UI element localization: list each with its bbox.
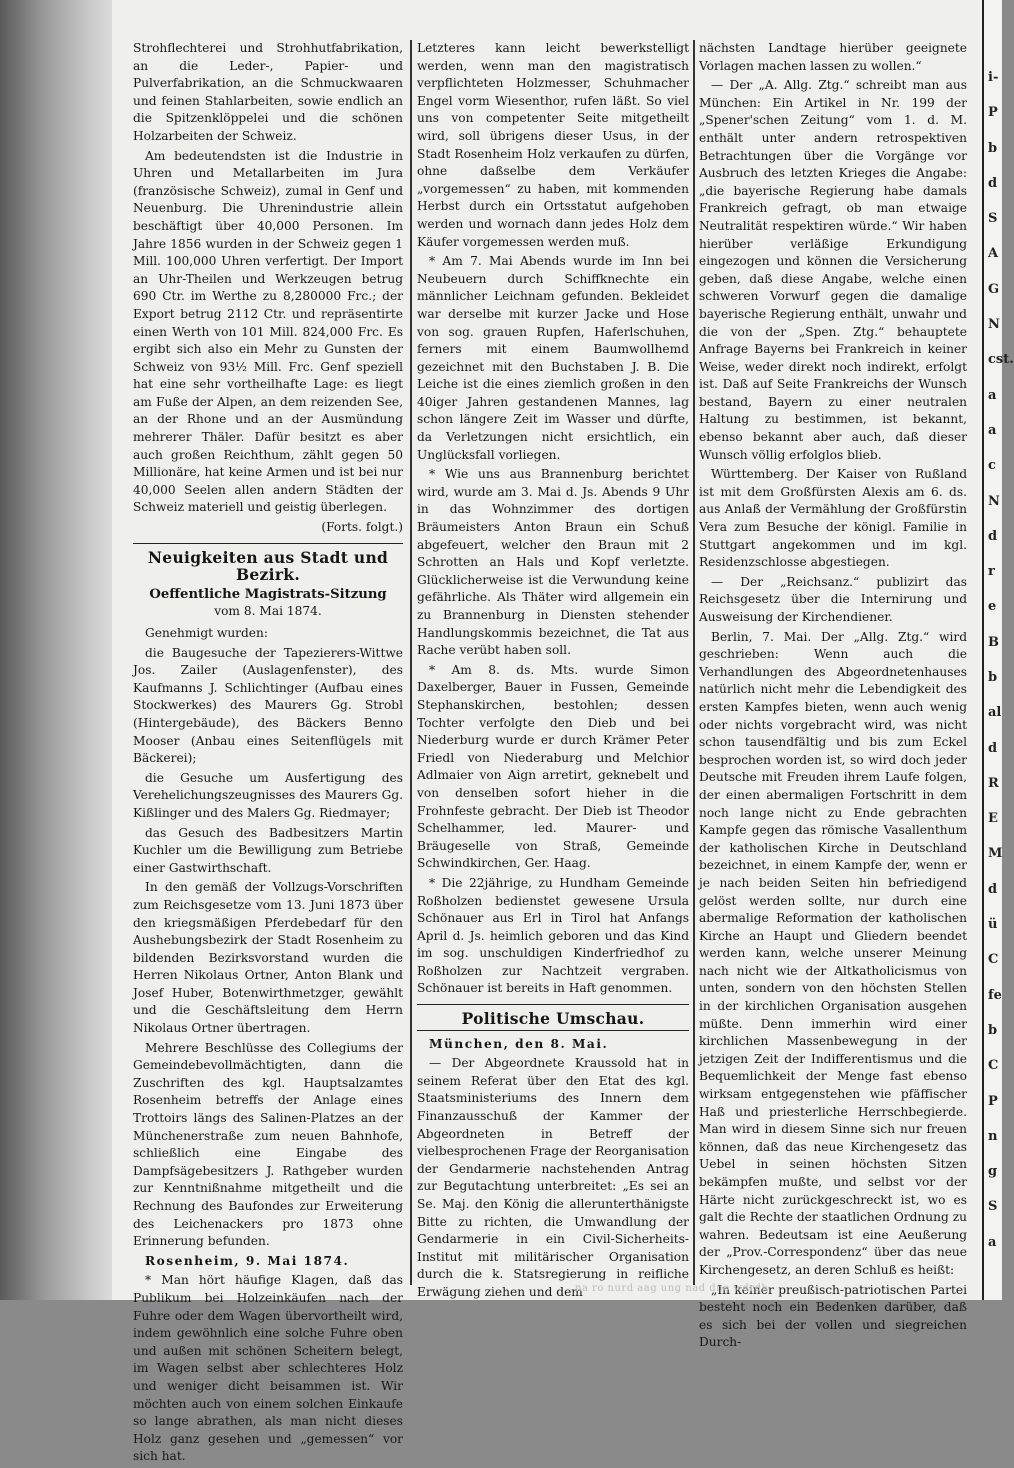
edge-glyph: C <box>988 1058 999 1074</box>
edge-glyph: S <box>988 211 998 227</box>
section-title-local-news: Neuigkeiten aus Stadt und Bezirk. <box>147 547 389 585</box>
article-paragraph: — Der „A. Allg. Ztg.“ schreibt man aus München: Ein Artikel in Nr. 199 der „Spener'schen Zeitung“ vom 1. d. M. enthält unter andern retrospektiven Betrachtungen über die Vorgänge vor Ausbruch des letzten Krieges die Angabe: „die bayerische Regierung habe damals Frankreich gefragt, ob man etwaige Neutralität respektiren würde.“ Wir haben hierüber verläßige Erkundigung eingezogen und können die Versicherung geben, daß diese Angabe, welche einen schweren Vorwurf gegen die damalige bayerische Regierung enthält, unwahr und die von der „Spen. Ztg.“ behauptete Anfrage Bayerns bei Frankreich in keiner Weise, weder direkt noch indirekt, erfolgt ist. Daß auf Seite Frankreichs der Wunsch bestand, Bayern zu einer neutralen Haltung zu bestimmen, ist bekannt, ebenso bekannt aber auch, daß dieser Wunsch völlig erfolglos blieb. <box>699 78 967 462</box>
edge-glyph: d <box>988 528 998 544</box>
edge-glyph: al <box>988 705 1002 721</box>
article-paragraph: Strohflechterei und Strohhutfabrikation, an die Leder-, Papier- und Pulverfabrikation, an die Schmuckwaaren und feinen Stahlarbeiten, sowie endlich an die Spitzenklöppelei und die schönen Holzarbeiten der Schweiz. <box>133 41 403 143</box>
column-rule-1 <box>410 40 412 1285</box>
article-paragraph: nächsten Landtage hierüber geeignete Vorlagen machen lassen zu wollen.“ <box>699 41 967 73</box>
edge-glyph: a <box>988 1234 997 1250</box>
book-binding <box>0 0 112 1300</box>
section-divider <box>133 543 403 544</box>
edge-glyph: a <box>988 387 997 403</box>
dateline: Rosenheim, 9. Mai 1874. <box>145 1253 350 1268</box>
edge-glyph: d <box>988 740 998 756</box>
edge-glyph: S <box>988 1199 998 1215</box>
edge-glyph: C <box>988 952 999 968</box>
article-paragraph: Genehmigt wurden: <box>145 626 268 640</box>
article-paragraph: das Gesuch des Badbesitzers Martin Kuchler um die Bewilligung zum Betriebe einer Gastwirthschaft. <box>133 825 403 875</box>
edge-glyph: b <box>988 1022 998 1038</box>
edge-glyph: b <box>988 140 998 156</box>
article-paragraph: — Der „Reichsanz.“ publizirt das Reichsgesetz über die Internirung und Ausweisung der Kirchendiener. <box>699 574 967 624</box>
column-rule-2 <box>693 40 695 1285</box>
column-1 <box>133 40 403 1468</box>
edge-glyph: c <box>988 458 996 474</box>
edge-glyph: cst. <box>988 352 1014 368</box>
article-paragraph: die Gesuche um Ausfertigung des Verehelichungszeugnisses des Maurers Gg. Kißlinger und des Malers Gg. Riedmayer; <box>133 770 403 820</box>
column-2 <box>417 40 689 1304</box>
article-paragraph: * Die 22jährige, zu Hundham Gemeinde Roßholzen bedienstet gewesene Ursula Schönauer aus Erl in Tirol hat Anfangs April d. Js. heimlich geboren und das Kind im sog. unschuldigen Kinderfriedhof zu Roßholzen zur Nachtzeit vergraben. Schönauer ist bereits in Haft genommen. <box>417 875 689 996</box>
article-paragraph: Berlin, 7. Mai. Der „Allg. Ztg.“ wird geschrieben: Wenn auch die Verhandlungen des Abgeordnetenhauses natürlich nicht mehr die Lebendigkeit des ersten Kampfes bieten, wenn auch wenig oder nichts vorgebracht wird, was nicht schon tausendfältig und bis zum Eckel besprochen worden ist, so wird doch jeder Deutsche mit Freuden ihrem Laufe folgen, der einen abermaligen Fortschritt in dem noch lange nicht zu Ende gebrachten Kampfe gegen das römische Vasallenthum der katholischen Kirche in Deutschland bezeichnet, in einem Kampfe der, wenn er je nach beiden Seiten hin befriedigend gelöst werden sollte, nur durch eine abermalige Reformation der katholischen Kirche an Haupt und Gliedern beendet werden kann, welche unserer Meinung nach nicht wie der Altkatholicismus von unten, sondern von den höchsten Stellen in der kirchlichen Organisation ausgehen müßte. Denn immerhin wird einer kirchlichen Massenbewegung in der jetzigen Zeit der Indifferentismus und die Bequemlichkeit der Menge fast ebenso wirksam entgegenstehen wie pfäffischer Haß und priesterliche Herrschbegierde. Man wird in diesem Sinne sich nur freuen können, daß das neue Kirchengesetz das Uebel in seinen höchsten Sitzen bekämpfen mußte, und selbst vor der Härte nicht zurückgeschreckt ist, wo es galt die Rechte der staatlichen Ordnung zu wahren. Bedeutsam ist eine Aeußerung der „Prov.-Correspondenz“ über das neue Kirchengesetz, an deren Schluß es heißt: <box>699 629 967 1277</box>
continued-note: (Forts. folgt.) <box>321 520 403 535</box>
article-paragraph: * Am 8. ds. Mts. wurde Simon Daxelberger, Bauer in Fussen, Gemeinde Stephanskirchen, bestohlen; dessen Tochter verfolgte den Dieb und bei Niederburg wurde er durch Krämer Peter Friedl von Niederaburg und Melchior Adlmaier von Aign arretirt, geknebelt und von denselben sofort hieher in die Frohnfeste gebracht. Der Dieb ist Theodor Schelhammer, led. Maurer- und Bräugeselle von Straß, Gemeinde Schwindkirchen, Ger. Haag. <box>417 662 689 871</box>
edge-glyph: e <box>988 599 997 615</box>
edge-glyph: b <box>988 670 998 685</box>
article-paragraph: * Man hört häufige Klagen, daß das Publikum bei Holzeinkäufen nach der Fuhre oder dem Wagen übervortheilt wird, indem gewöhnlich eine solche Fuhre oben und außen mit schönen Scheitern belegt, im Wagen selbst aber schlechteres Holz und weniger dicht beisammen ist. Wir möchten auch von einem solchen Einkaufe so lange abrathen, als man nicht dieses Holz ganz gesehen und „gemessen“ vor sich hat. <box>133 1273 403 1464</box>
edge-glyph: A <box>988 246 999 262</box>
edge-glyph: M <box>988 846 1003 862</box>
subsection-date: vom 8. Mai 1874. <box>214 604 322 619</box>
edge-glyph: d <box>988 881 998 897</box>
column-3 <box>699 40 967 1354</box>
article-paragraph: — Der Abgeordnete Kraussold hat in seinem Referat über den Etat des kgl. Staatsministeriums des Innern dem Finanzausschuß der Kammer der Abgeordneten in Betreff der vielbesprochenen Frage der Reorganisation der Gendarmerie nachstehenden Antrag zur Begutachtung unterbreitet: „Es sei an Se. Maj. den König die allerunterthänigste Bitte zu richten, die Umwandlung der Gendarmerie in ein Civil-Sicherheits-Institut mit militärischer Organisation durch die k. Statsregierung in reifliche Erwägung ziehen und dem <box>417 1056 689 1299</box>
edge-glyph: N <box>988 493 1000 509</box>
article-paragraph: Letzteres kann leicht bewerkstelligt werden, wenn man den magistratisch verpflichteten Holzmesser, Schuhmacher Engel vorm Wiesenthor, rufen läßt. So viel uns von competenter Seite mitgetheilt wird, soll übrigens dieser Usus, in der Stadt Rosenheim Holz verkaufen zu dürfen, ohne daßselbe dem Verkäufer „vorgemessen“ zu haben, mit kommenden Herbst durch ein Ortsstatut aufgehoben werden und wornach dann jedes Holz dem Käufer vorgemessen werden muß. <box>417 41 689 249</box>
edge-glyph: d <box>988 175 998 191</box>
edge-glyph: n <box>988 1128 998 1144</box>
dateline: München, den 8. Mai. <box>429 1036 609 1051</box>
article-paragraph: In den gemäß der Vollzugs-Vorschriften zum Reichsgesetze vom 13. Juni 1873 über den kriegsmäßigen Pferdebedarf für den Aushebungsbezirk der Stadt Rosenheim zu bildenden Bezirksvorstand wurden die Herren Nikolaus Ortner, Anton Blank und Josef Huber, Botenwirthmetzger, gewählt und die Geschäftsleitung dem Herrn Nikolaus Ortner übertragen. <box>133 880 403 1036</box>
article-paragraph: Württemberg. Der Kaiser von Rußland ist mit dem Großfürsten Alexis am 6. ds. aus Anlaß der Vermählung der Großfürstin Vera zum Besuche der königl. Familie in Stuttgart angekommen und im kgl. Residenzschlosse abgestiegen. <box>699 467 967 570</box>
edge-glyph: ü <box>988 917 998 933</box>
facing-page-edge <box>982 0 1014 1300</box>
edge-glyph: G <box>988 281 1000 297</box>
subsection-title: Oeffentliche Magistrats-Sitzung <box>149 586 387 602</box>
bleed-through-text: na ro nurd aag ung nad dno wdrdh <box>575 1283 769 1294</box>
edge-glyph: E <box>988 811 998 827</box>
article-paragraph: Am bedeutendsten ist die Industrie in Uhren und Metallarbeiten im Jura (französische Schweiz), zumal in Genf und Neuenburg. Die Uhrenindustrie allein beschäftigt über 40,000 Personen. Im Jahre 1856 wurden in der Schweiz gegen 1 Mill. 100,000 Uhren verfertigt. Der Import an Uhr-Theilen und Werkzeugen betrug 690 Ctr. im Werthe zu 8,280000 Frc.; der Export betrug 2112 Ctr. und repräsentirte einen Werth von 101 Mill. 824,000 Frc. Es ergibt sich also ein Mehr zu Gunsten der Schweiz von 93½ Mill. Frc. Genf speziell hat eine sehr vortheilhafte Lage: es liegt am Fuße der Alpen, an dem reizenden See, an der Rhone und an der Ausmündung mehrerer Thäler. Dafür besitzt es aber auch großen Reichthum, zählt gegen 50 Millionäre, hat keine Armen und ist bei nur 40,000 Seelen allen andern Städten der Schweiz materiell und geistig überlegen. <box>133 148 403 515</box>
edge-glyph: B <box>988 634 999 650</box>
edge-glyph: P <box>988 105 998 121</box>
article-paragraph: * Wie uns aus Brannenburg berichtet wird, wurde am 3. Mai d. Js. Abends 9 Uhr in das Wohnzimmer des dortigen Bräumeisters Anton Braun ein Schuß abgefeuert, welcher den Braun mit 2 Schrotten an Hals und Kopf verletzte. Glücklicherweise ist die Verwundung keine gefährliche. Als Thäter wird allgemein ein zu Brannenburg in Diensten stehender Handlungskommis bezeichnet, die Tat aus Rache verübt haben soll. <box>417 467 689 658</box>
edge-glyph: N <box>988 317 1000 333</box>
edge-glyph: P <box>988 1093 998 1109</box>
article-paragraph: die Baugesuche der Tapezierers-Wittwe Jos. Zailer (Auslagenfenster), des Kaufmanns J. Schlichtinger (Aufbau eines Stockwerkes) des Maurers Gg. Strobl (Hintergebäude), des Bäckers Benno Mooser (Anbau eines Seitenflügels mit Bäckerei); <box>133 645 403 766</box>
article-paragraph: * Am 7. Mai Abends wurde im Inn bei Neubeuern durch Schiffknechte ein männlicher Leichnam gefunden. Bekleidet war derselbe mit kurzer Jacke und Hose von sog. grauen Rupfen, Haferlschuhen, ferners mit einem Baumwollhemd gezeichnet mit den Buchstaben J. B. Die Leiche ist die eines ziemlich großen in den 40iger Jahren gestandenen Mannes, lag schon längere Zeit im Wasser und dürfte, da Verletzungen nicht ersichtlich, ein Unglücksfall vorliegen. <box>417 254 689 462</box>
edge-glyph: r <box>988 564 995 580</box>
edge-glyph: g <box>988 1164 998 1180</box>
section-title-politics: Politische Umschau. <box>461 1009 645 1029</box>
edge-glyph: R <box>988 775 999 791</box>
article-paragraph: Mehrere Beschlüsse des Collegiums der Gemeindebevollmächtigten, dann die Zuschriften des kgl. Hauptsalzamtes Rosenheim betreffs der Anlage eines Trottoirs längs des Salinen-Platzes an der Münchenerstraße zum neuen Bahnhofe, schließlich eine Eingabe des Dampfsägebesitzers J. Rathgeber wurden zur Kenntnißnahme mitgetheilt und die Rechnung des Baufondes zur Erweiterung des Leichenackers pro 1873 ohne Erinnerung befunden. <box>133 1040 403 1249</box>
edge-glyph: i- <box>988 70 999 85</box>
edge-glyph: fe <box>988 987 1002 1003</box>
section-divider <box>417 1004 689 1005</box>
edge-glyph: a <box>988 422 997 438</box>
article-paragraph: „In keiner preußisch-patriotischen Partei besteht noch ein Bedenken darüber, daß es sich bei der vollen und siegreichen Durch- <box>699 1282 967 1350</box>
section-divider <box>417 1030 689 1031</box>
